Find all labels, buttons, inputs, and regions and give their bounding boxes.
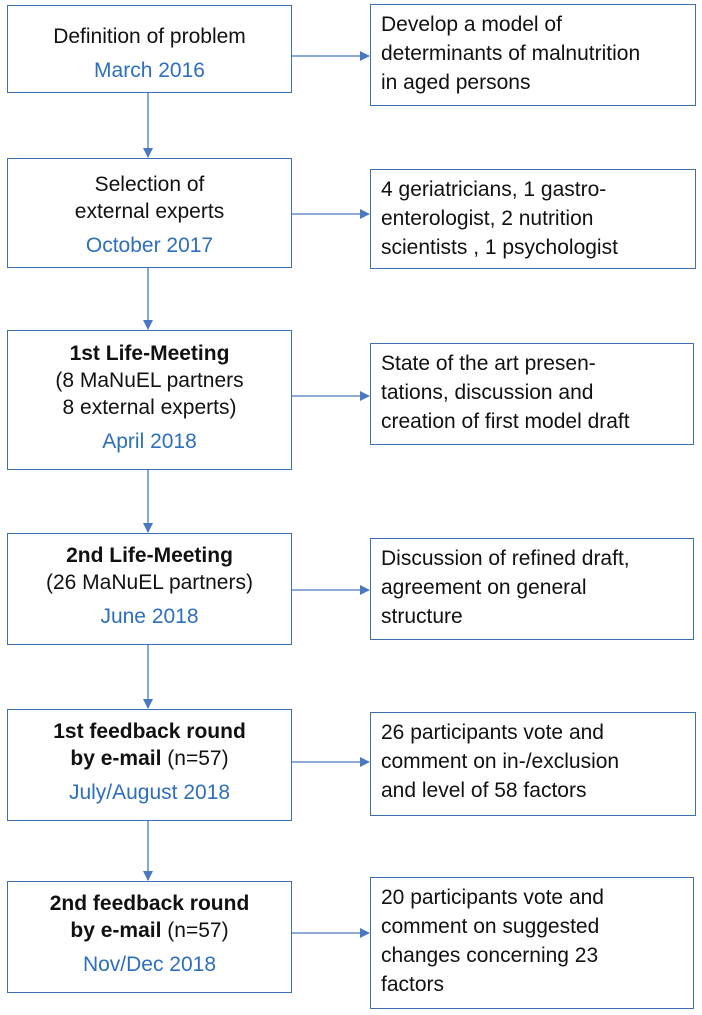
outcome-1-line-2: determinants of malnutrition (381, 42, 641, 65)
step-6-title-bold: by e-mail (70, 919, 162, 942)
outcome-4-line-3: structure (381, 605, 463, 628)
outcome-6-line-1: 20 participants vote and (381, 886, 604, 909)
step-3-title-line-2: (8 MaNuEL partners (55, 369, 244, 392)
step-4-title-line-1: 2nd Life-Meeting (66, 544, 233, 567)
step-3-title-line-3: 8 external experts) (62, 396, 237, 419)
outcome-2-line-3: scientists , 1 psychologist (381, 236, 618, 259)
step-6-title-suffix: (n=57) (161, 919, 229, 942)
step-1-date: March 2016 (94, 59, 205, 82)
outcome-6-line-2: comment on suggested (381, 915, 600, 938)
outcome-2-line-1: 4 geriatricians, 1 gastro- (381, 178, 607, 201)
outcome-3-line-3: creation of first model draft (381, 410, 630, 433)
step-4-date: June 2018 (100, 605, 199, 628)
step-3-date: April 2018 (102, 430, 197, 453)
step-4-title-line-2: (26 MaNuEL partners) (46, 571, 253, 594)
outcome-3-line-1: State of the art presen- (381, 352, 596, 375)
step-2-title-line-2: external experts (74, 200, 225, 223)
outcome-5-line-2: comment on in-/exclusion (381, 750, 620, 773)
step-3-title-line-1: 1st Life-Meeting (69, 342, 230, 365)
outcome-3-line-2: tations, discussion and (381, 381, 594, 404)
step-1-title-line-1: Definition of problem (53, 25, 246, 48)
outcome-4-line-2: agreement on general (381, 576, 587, 599)
outcome-5-line-1: 26 participants vote and (381, 721, 604, 744)
outcome-1-line-3: in aged persons (381, 71, 531, 94)
step-6-date: Nov/Dec 2018 (82, 953, 217, 976)
outcome-1-line-1: Develop a model of (381, 13, 562, 36)
step-2-date: October 2017 (85, 234, 214, 257)
outcome-6-line-4: factors (381, 973, 445, 996)
step-5-title-bold: by e-mail (70, 747, 162, 770)
outcome-5-line-3: and level of 58 factors (381, 779, 587, 802)
step-6-title-line-1: 2nd feedback round (49, 892, 250, 915)
step-5-title-line-1: 1st feedback round (53, 720, 246, 743)
outcome-6-line-3: changes concerning 23 (381, 944, 599, 967)
outcome-2-line-2: enterologist, 2 nutrition (381, 207, 594, 230)
step-5-title-suffix: (n=57) (161, 747, 229, 770)
outcome-4-line-1: Discussion of refined draft, (381, 547, 630, 570)
step-2-title-line-1: Selection of (94, 173, 205, 196)
step-5-date: July/August 2018 (68, 781, 231, 804)
